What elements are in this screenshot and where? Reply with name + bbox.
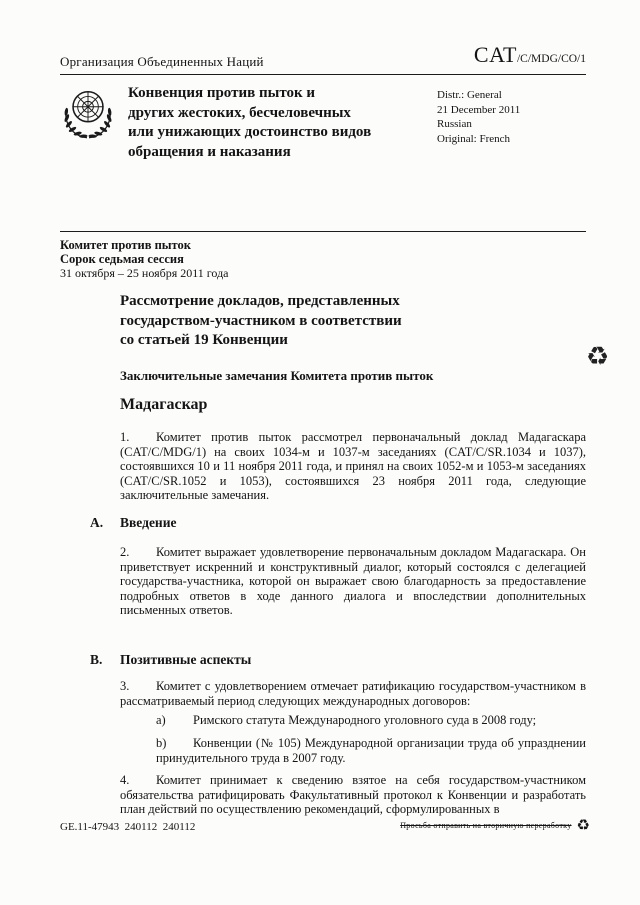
report-heading-line: Рассмотрение докладов, представленных (120, 293, 400, 309)
report-heading-line: со статьей 19 Конвенции (120, 332, 288, 348)
distr-type: Distr.: General (437, 89, 502, 101)
session-dates: 31 октября – 25 ноября 2011 года (60, 266, 229, 280)
paragraph-number: 1. (120, 430, 130, 444)
paragraph-number: 3. (120, 679, 130, 693)
list-item-text: Конвенции (№ 105) Международной организации труда об упразднении принудительного труда в 2007 году. (156, 736, 586, 765)
section-title: Введение (120, 515, 177, 530)
doc-symbol (386, 42, 586, 68)
document-title-line: Конвенция против пыток и (128, 85, 316, 101)
paragraph-number: 2. (120, 545, 130, 559)
section-a-heading (90, 515, 176, 531)
list-item-label: a) (156, 713, 166, 727)
section-label: A. (90, 515, 104, 530)
masthead-rule (60, 231, 586, 232)
committee-name: Комитет против пыток (60, 238, 191, 252)
report-heading (120, 292, 500, 351)
doc-symbol-main: CAT (473, 42, 517, 67)
paragraph-text: Комитет с удовлетворением отмечает ратификацию государством-участником в рассматриваемый период следующих международных договоров: (120, 679, 586, 708)
footer-doc-code: GE.11-47943 240112 240112 (60, 821, 196, 833)
footer-recycle-note (400, 818, 590, 833)
document-title (128, 84, 428, 162)
document-title-line: или унижающих достоинство видов (128, 124, 372, 140)
header-rule (60, 74, 586, 75)
distr-original: Original: French (437, 132, 511, 145)
paragraph-text: Комитет выражает удовлетворение первоначальным докладом Мадагаскара. Он приветствует искренний и конструктивный диалог, который состоялся с делегацией государства-участника, которой он выражает свою благодарность за предоставление подробных ответов в ходе данного диалога и впоследствии дополнительных письменных ответов. (120, 545, 586, 617)
paragraph-1 (120, 430, 586, 503)
distr-language: Russian (437, 118, 472, 130)
doc-symbol-rest: /C/MDG/CO/1 (516, 53, 586, 65)
document-title-line: других жестоких, бесчеловечных (128, 104, 351, 121)
paragraph-4 (120, 773, 586, 817)
country-heading: Мадагаскар (120, 396, 208, 413)
list-item-b (156, 736, 586, 765)
paragraph-2 (120, 545, 586, 618)
paragraph-text: Комитет против пыток рассмотрел первоначальный доклад Мадагаскара (CAT/C/MDG/1) на своих 1034-м и 1037-м заседаниях (CAT/C/SR.1034 и 1037), состоявшихся 10 и 11 ноября 2011 года, и принял на своих 1052-м и 1053-м заседаниях (CAT/C/SR.1052 и 1053), состоявшихся 23 ноября 2011 года, следующие заключительные замечания. (120, 430, 586, 502)
list-item-a (156, 713, 586, 728)
org-name: Организация Объединенных Наций (60, 54, 264, 69)
recycle-icon: ♻ (576, 816, 590, 834)
recycle-note-text: Просьба отправить на вторичную переработку (400, 821, 572, 830)
session-name: Сорок седьмая сессия (60, 252, 184, 266)
section-title: Позитивные аспекты (120, 652, 252, 667)
concluding-observations-heading: Заключительные замечания Комитета против пыток (120, 368, 434, 383)
paragraph-number: 4. (120, 773, 130, 787)
document-title-line: обращения и наказания (128, 143, 291, 160)
paragraph-text: Комитет принимает к сведению взятое на себя государством-участником обязательства ратифицировать Факультативный протокол к Конвенции и разработать план действий по осуществлению рекомендаций, сформулированных в (120, 773, 586, 816)
distr-date: 21 December 2011 (437, 103, 521, 116)
list-item-label: b) (156, 736, 167, 750)
distribution-block (437, 88, 520, 146)
recycle-icon: ♻ (586, 342, 610, 372)
section-b-heading (90, 652, 251, 668)
list-item-text: Римского статута Международного уголовного суда в 2008 году; (193, 713, 537, 727)
report-heading-line: государством-участником в соответствии (120, 312, 402, 329)
section-label: B. (90, 652, 103, 667)
paragraph-3 (120, 679, 586, 708)
un-emblem-icon (60, 83, 116, 147)
